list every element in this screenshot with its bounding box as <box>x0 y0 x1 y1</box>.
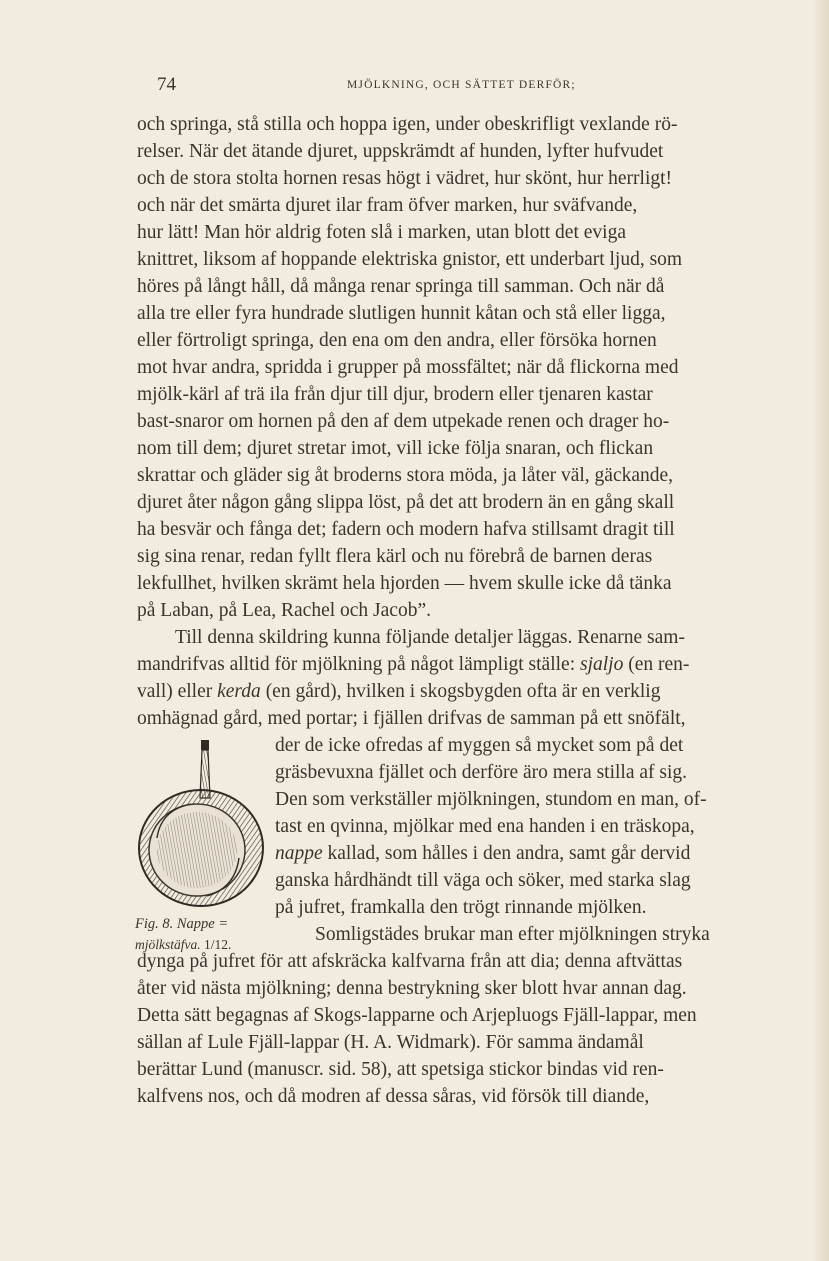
figure-scale: 1/12. <box>204 937 232 952</box>
figure-caption: Fig. 8. Nappe = <box>135 916 229 932</box>
text-line: mot hvar andra, spridda i grupper på mossfältet; när då flickorna med <box>137 357 679 378</box>
text-line: nom till dem; djuret stretar imot, vill icke följa snaran, och flickan <box>137 438 654 459</box>
text-line: djuret åter någon gång slippa löst, på det att brodern än en gång skall <box>137 492 675 513</box>
text-line: ganska hårdhändt till väga och söker, med starka slag <box>275 870 691 891</box>
text-line: eller förtroligt springa, den ena om den andra, eller försöka hornen <box>137 330 657 351</box>
text-line <box>137 654 689 676</box>
text-line: sig sina renar, redan fyllt flera kärl och nu förebrå de barnen deras <box>137 546 653 567</box>
term-nappe: nappe <box>275 843 323 864</box>
text-line: Detta sätt begagnas af Skogs-lapparne och Arjepluogs Fjäll-lappar, men <box>137 1005 697 1026</box>
text-line: Den som verkställer mjölkningen, stundom en man, of- <box>275 789 707 810</box>
text-line: och de stora stolta hornen resas högt i vädret, hur skönt, hur herrligt! <box>137 168 673 189</box>
text-line: der de icke ofredas af myggen så mycket som på det <box>275 735 684 756</box>
text-line: och när det smärta djuret ilar fram öfver marken, hur sväfvande, <box>137 195 638 216</box>
text-run: vall) eller <box>137 681 213 702</box>
page-header <box>157 74 767 98</box>
text-line: ha besvär och fånga det; fadern och modern hafva stillsamt dragit till <box>137 519 675 540</box>
text-line: bast-snaror om hornen på den af dem utpekade renen och drager ho- <box>137 411 670 432</box>
text-line <box>275 843 690 865</box>
text-line: Till denna skildring kunna följande detaljer läggas. Renarne sam- <box>175 627 685 648</box>
text-line: omhägnad gård, med portar; i fjällen drifvas de samman på ett snöfält, <box>137 708 686 729</box>
term-sjaljo: sjaljo <box>580 654 624 675</box>
text-run: (en gård), hvilken i skogsbygden ofta är en verklig <box>265 681 661 702</box>
term-kerda: kerda <box>217 681 261 702</box>
text-line: höres på långt håll, då många renar springa till samman. Och när då <box>137 276 665 297</box>
text-line: lekfullhet, hvilken skrämt hela hjorden — hvem skulle icke då tänka <box>137 573 672 594</box>
text-line: skrattar och gläder sig åt broderns stora möda, ja låter väl, gäckande, <box>137 465 674 486</box>
text-line <box>137 681 660 703</box>
text-line: åter vid nästa mjölkning; denna bestrykning sker blott hvar annan dag. <box>137 978 687 999</box>
text-line: Somligstädes brukar man efter mjölkningen stryka <box>315 924 710 945</box>
text-line: berättar Lund (manuscr. sid. 58), att spetsiga stickor bindas vid ren- <box>137 1059 664 1080</box>
figure-caption-term: mjölkstäfva. <box>135 937 201 952</box>
text-line: kalfvens nos, och då modren af dessa såras, vid försök till diande, <box>137 1086 650 1107</box>
figure-caption-line2 <box>135 937 231 953</box>
page-number: 74 <box>157 74 176 95</box>
text-line: alla tre eller fyra hundrade slutligen hunnit kåtan och stå eller ligga, <box>137 303 666 324</box>
text-line: gräsbevuxna fjället och derföre äro mera stilla af sig. <box>275 762 688 783</box>
milking-scoop-icon <box>131 738 265 918</box>
text-run: mandrifvas alltid för mjölkning på något lämpligt ställe: <box>137 654 576 675</box>
text-run: kallad, som hålles i den andra, samt går dervid <box>327 843 691 864</box>
page-edge <box>815 0 829 1261</box>
text-line: relser. När det ätande djuret, uppskrämdt af hunden, lyfter hufvudet <box>137 141 664 162</box>
text-line: dynga på jufret för att afskräcka kalfvarna från att dia; denna aftvättas <box>137 951 683 972</box>
text-line: tast en qvinna, mjölkar med ena handen i en träskopa, <box>275 816 695 837</box>
text-line: mjölk-kärl af trä ila från djur till djur, brodern eller tjenaren kastar <box>137 384 653 405</box>
text-line: och springa, stå stilla och hoppa igen, under obeskrifligt vexlande rö- <box>137 114 678 135</box>
text-line: knittret, liksom af hoppande elektriska gnistor, ett underbart ljud, som <box>137 249 683 270</box>
text-line: på Laban, på Lea, Rachel och Jacob”. <box>137 600 431 621</box>
text-line: på jufret, framkalla den trögt rinnande mjölken. <box>275 897 647 918</box>
running-title: MJÖLKNING, OCH SÄTTET DERFÖR; <box>347 79 576 91</box>
text-line: hur lätt! Man hör aldrig foten slå i marken, utan blott det eviga <box>137 222 626 243</box>
text-run: (en ren- <box>628 654 690 675</box>
milking-scoop-figure <box>131 738 265 918</box>
text-line: sällan af Lule Fjäll-lappar (H. A. Widmark). För samma ändamål <box>137 1032 644 1053</box>
